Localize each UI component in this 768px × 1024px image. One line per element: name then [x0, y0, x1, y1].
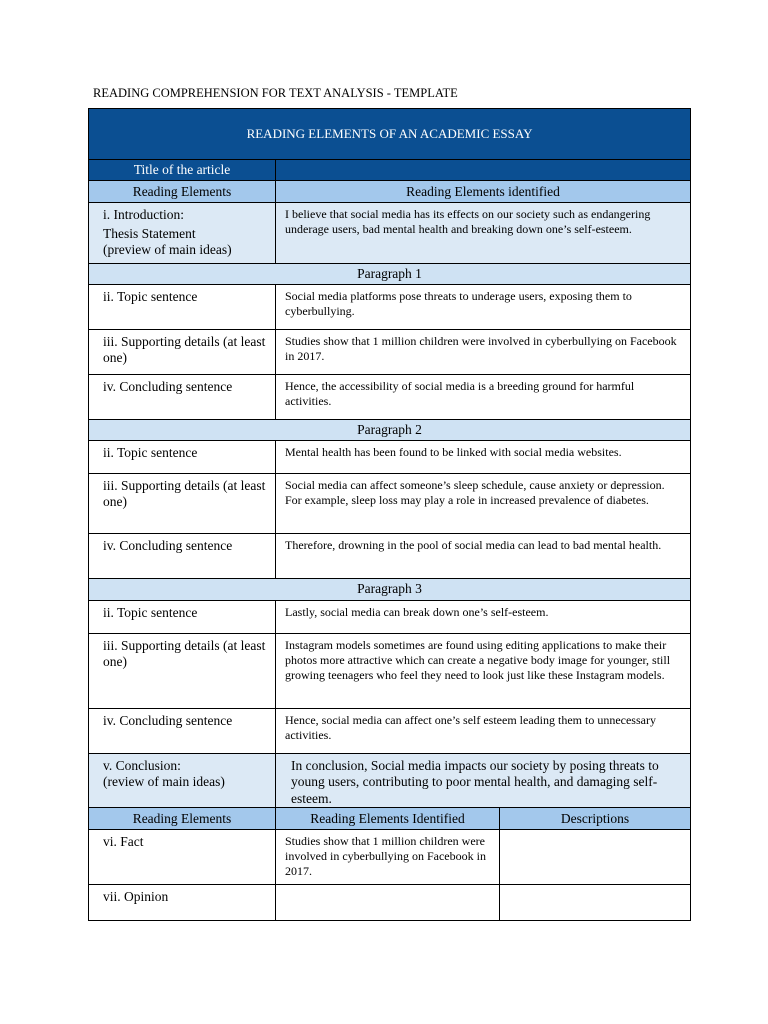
conclusion-label	[89, 753, 276, 808]
thesis-label-line: Thesis Statement	[103, 225, 196, 241]
article-title-label: Title of the article	[89, 160, 276, 181]
concluding-sentence-label: iv. Concluding sentence	[89, 374, 276, 419]
conclusion-label-line: v. Conclusion:	[103, 757, 181, 773]
paragraph-1-conclude-value[interactable]: Hence, the accessibility of social media is a breeding ground for harmful activities.	[276, 374, 691, 419]
article-title-field[interactable]	[276, 160, 691, 181]
conclusion-row	[89, 753, 691, 808]
bottom-header-descriptions: Descriptions	[500, 808, 691, 830]
column-header-elements: Reading Elements	[89, 181, 276, 203]
paragraph-3-topic-row	[89, 600, 691, 633]
paragraph-1-support-row	[89, 329, 691, 374]
paragraph-1-support-value[interactable]: Studies show that 1 million children were involved in cyberbullying on Facebook in 2017.	[276, 329, 691, 374]
reading-elements-table	[88, 108, 691, 921]
paragraph-3-conclude-value[interactable]: Hence, social media can affect one’s self esteem leading them to unnecessary activities.	[276, 708, 691, 753]
introduction-row	[89, 203, 691, 264]
fact-row	[89, 830, 691, 885]
introduction-label-line: i. Introduction:	[103, 207, 184, 222]
paragraph-3-support-row	[89, 633, 691, 708]
opinion-row	[89, 885, 691, 921]
page-title: READING COMPREHENSION FOR TEXT ANALYSIS - TEMPLATE	[93, 86, 458, 100]
paragraph-1-conclude-row	[89, 374, 691, 419]
concluding-sentence-label: iv. Concluding sentence	[89, 708, 276, 753]
opinion-value[interactable]	[276, 885, 500, 921]
table-header-row	[89, 109, 691, 160]
supporting-details-label: iii. Supporting details (at least one)	[89, 633, 276, 708]
concluding-sentence-label: iv. Concluding sentence	[89, 533, 276, 578]
review-label-line: (review of main ideas)	[103, 774, 225, 789]
paragraph-2-conclude-row	[89, 533, 691, 578]
paragraph-1-topic-value[interactable]: Social media platforms pose threats to underage users, exposing them to cyberbullying.	[276, 284, 691, 329]
bottom-header-identified: Reading Elements Identified	[276, 808, 500, 830]
paragraph-2-topic-value[interactable]: Mental health has been found to be linked with social media websites.	[276, 440, 691, 473]
paragraph-3-support-value[interactable]: Instagram models sometimes are found using editing applications to make their photos more attractive which can create a negative body image for younger, still growing teenagers who feel they need to look just like these Instagram models.	[276, 633, 691, 708]
topic-sentence-label: ii. Topic sentence	[89, 440, 276, 473]
table-header: READING ELEMENTS OF AN ACADEMIC ESSAY	[89, 109, 691, 160]
paragraph-1-topic-row	[89, 284, 691, 329]
introduction-value[interactable]: I believe that social media has its effects on our society such as endangering underage users, bad mental health and breaking down one’s self-esteem.	[276, 203, 691, 264]
paragraph-2-conclude-value[interactable]: Therefore, drowning in the pool of social media can lead to bad mental health.	[276, 533, 691, 578]
bottom-header-elements: Reading Elements	[89, 808, 276, 830]
paragraph-2-label: Paragraph 2	[89, 419, 691, 440]
paragraph-2-topic-row	[89, 440, 691, 473]
opinion-label: vii. Opinion	[89, 885, 276, 921]
paragraph-3-label: Paragraph 3	[89, 578, 691, 600]
fact-label: vi. Fact	[89, 830, 276, 885]
topic-sentence-label: ii. Topic sentence	[89, 600, 276, 633]
opinion-description[interactable]	[500, 885, 691, 921]
paragraph-1-header-row	[89, 263, 691, 284]
paragraph-3-topic-value[interactable]: Lastly, social media can break down one’s self-esteem.	[276, 600, 691, 633]
paragraph-3-conclude-row	[89, 708, 691, 753]
paragraph-2-support-value[interactable]: Social media can affect someone’s sleep schedule, cause anxiety or depression. For example, sleep loss may play a role in increased prevalence of diabetes.	[276, 473, 691, 533]
supporting-details-label: iii. Supporting details (at least one)	[89, 473, 276, 533]
preview-label-line: (preview of main ideas)	[103, 242, 232, 257]
fact-value[interactable]: Studies show that 1 million children were involved in cyberbullying on Facebook in 2017.	[276, 830, 500, 885]
article-title-row	[89, 160, 691, 181]
paragraph-3-header-row	[89, 578, 691, 600]
column-header-identified: Reading Elements identified	[276, 181, 691, 203]
column-header-row	[89, 181, 691, 203]
supporting-details-label: iii. Supporting details (at least one)	[89, 329, 276, 374]
paragraph-2-header-row	[89, 419, 691, 440]
paragraph-1-label: Paragraph 1	[89, 263, 691, 284]
conclusion-value[interactable]: In conclusion, Social media impacts our society by posing threats to young users, contributing to poor mental health, and damaging self-esteem.	[276, 753, 691, 808]
topic-sentence-label: ii. Topic sentence	[89, 284, 276, 329]
introduction-label	[89, 203, 276, 264]
paragraph-2-support-row	[89, 473, 691, 533]
bottom-header-row	[89, 808, 691, 830]
fact-description[interactable]	[500, 830, 691, 885]
